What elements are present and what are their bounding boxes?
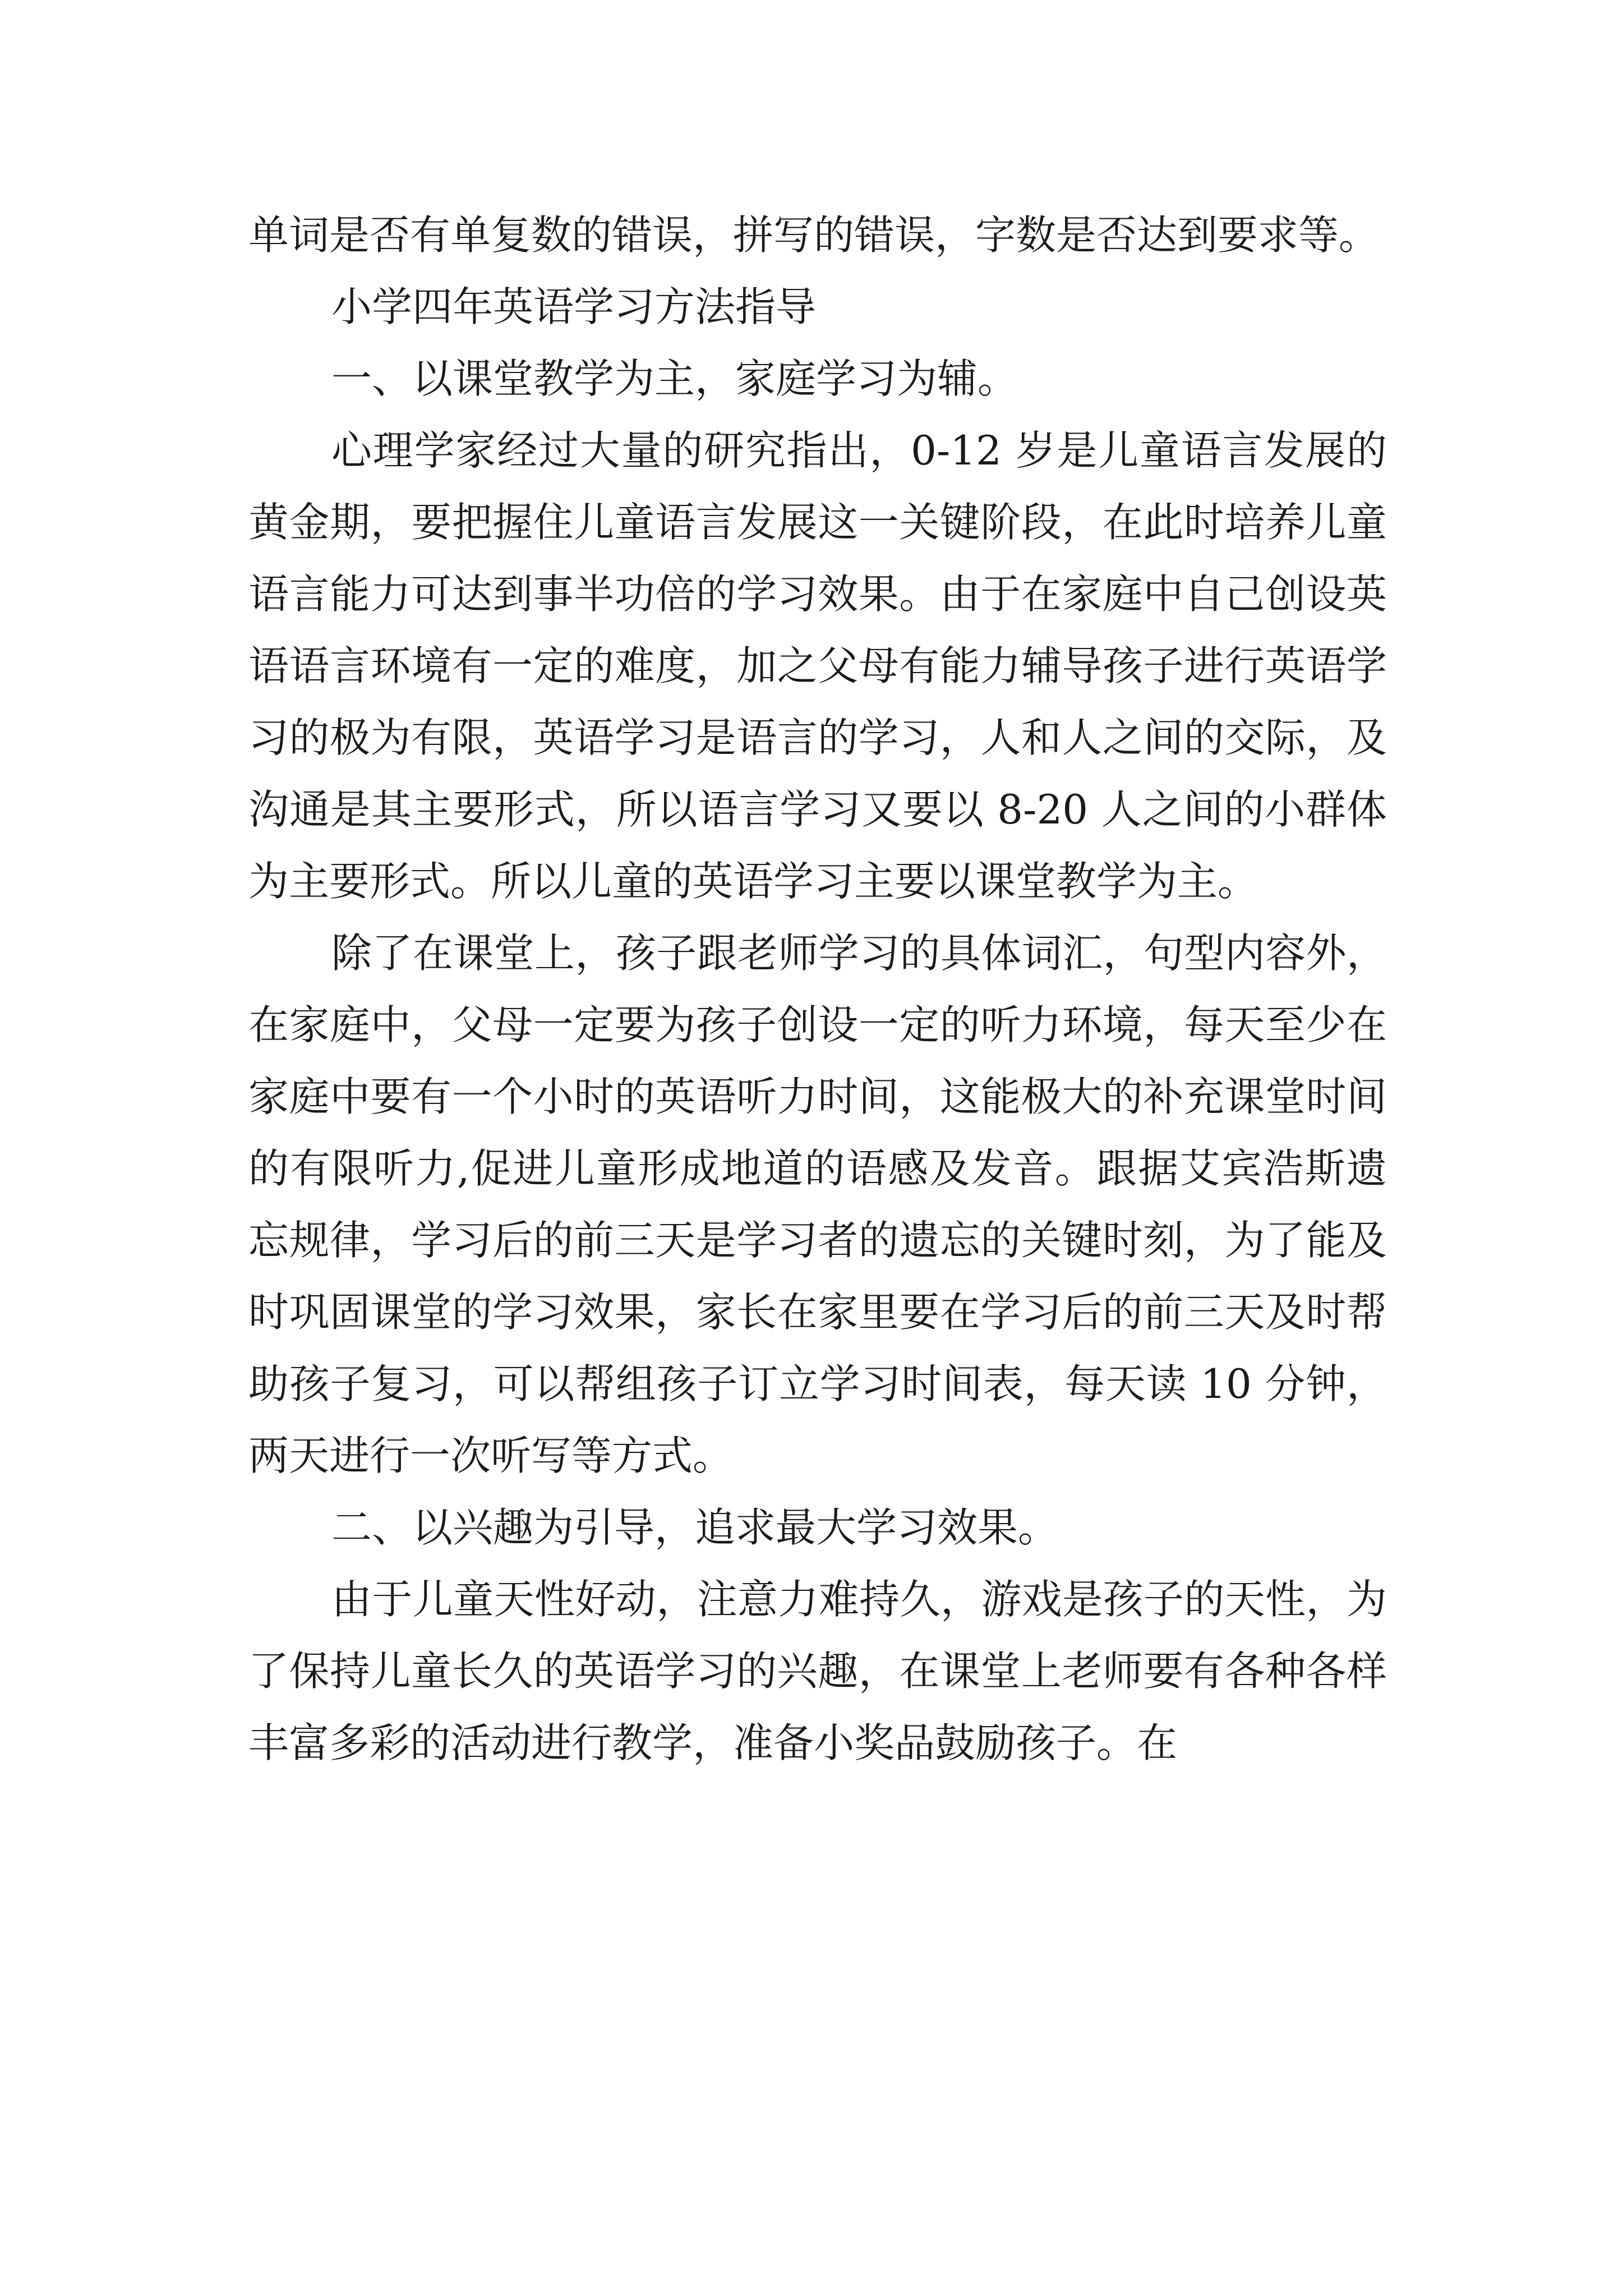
paragraph-continuation: 单词是否有单复数的错误，拼写的错误，字数是否达到要求等。 xyxy=(248,211,1380,259)
section-heading: 小学四年英语学习方法指导 xyxy=(331,283,817,330)
subheading-one: 一、以课堂教学为主，家庭学习为辅。 xyxy=(331,355,1018,402)
paragraph-psychology: 心理学家经过大量的研究指出，0-12 岁是儿童语言发展的黄金期，要把握住儿童语言发展这一关键阶段，在此时培养儿童语言能力可达到事半功倍的学习效果。由于在家庭中自己创设英语语言环境有一定的难度，加之父母有能力辅导孩子进行英语学习的极为有限，英语学习是语言的学习，人和人之间的交际，及沟通是其主要形式，所以语言学习又要以 8-20 人之间的小群体为主要形式。所以儿童的英语学习主要以课堂教学为主。 xyxy=(248,427,1387,905)
paragraph-home-listening: 除了在课堂上，孩子跟老师学习的具体词汇，句型内容外，在家庭中，父母一定要为孩子创设一定的听力环境，每天至少在家庭中要有一个小时的英语听力时间，这能极大的补充课堂时间的有限听力,促进儿童形成地道的语感及发音。跟据艾宾浩斯遗忘规律，学习后的前三天是学习者的遗忘的关键时刻，为了能及时巩固课堂的学习效果，家长在家里要在学习后的前三天及时帮助孩子复习，可以帮组孩子订立学习时间表，每天读 10 分钟，两天进行一次听写等方式。 xyxy=(248,930,1387,1479)
body-text xyxy=(248,199,1387,1779)
subheading-two: 二、以兴趣为引导，追求最大学习效果。 xyxy=(331,1504,1059,1551)
paragraph-interest: 由于儿童天性好动，注意力难持久，游戏是孩子的天性，为了保持儿童长久的英语学习的兴趣，在课堂上老师要有各种各样丰富多彩的活动进行教学，准备小奖品鼓励孩子。在 xyxy=(248,1576,1387,1766)
